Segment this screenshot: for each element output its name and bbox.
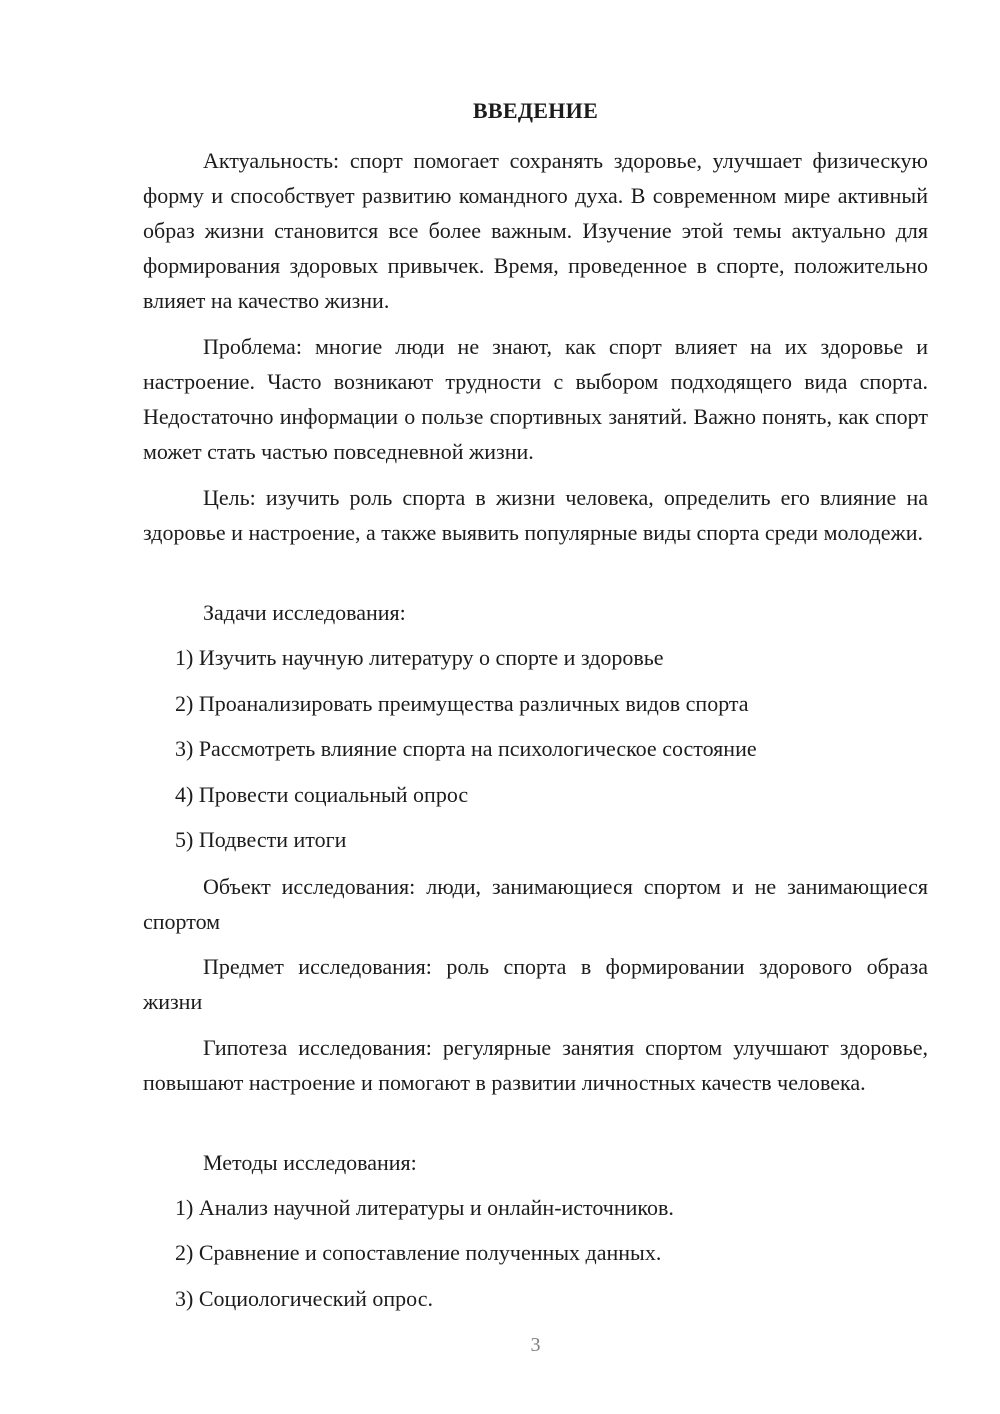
task-item-2: 2) Проанализировать преимущества различных видов спорта [175,691,749,716]
hypothesis-paragraph: Гипотеза исследования: регулярные занятия спортом улучшают здоровье, повышают настроение и помогают в развитии личностных качеств человека. [143,1035,928,1095]
tasks-heading: Задачи исследования: [203,600,406,625]
page-number: 3 [530,1334,541,1356]
task-item-1: 1) Изучить научную литературу о спорте и здоровье [175,645,664,670]
object-paragraph: Объект исследования: люди, занимающиеся спортом и не занимающиеся спортом [143,874,928,934]
task-item-4: 4) Провести социальный опрос [175,782,469,807]
method-item-3: 3) Социологический опрос. [175,1286,433,1311]
relevance-paragraph: Актуальность: спорт помогает сохранять здоровье, улучшает физическую форму и способствует развитию командного духа. В современном мире активный образ жизни становится все более важным. Изучение этой темы актуально для формирования здоровых привычек. Время, проведенное в спорте, положительно влияет на качество жизни. [143,148,928,313]
subject-paragraph: Предмет исследования: роль спорта в формировании здорового образа жизни [143,954,928,1014]
methods-heading: Методы исследования: [203,1150,417,1175]
goal-paragraph: Цель: изучить роль спорта в жизни человека, определить его влияние на здоровье и настроение, а также выявить популярные виды спорта среди молодежи. [143,485,928,545]
section-title: ВВЕДЕНИЕ [472,98,599,123]
problem-paragraph: Проблема: многие люди не знают, как спорт влияет на их здоровье и настроение. Часто возникают трудности с выбором подходящего вида спорта. Недостаточно информации о пользе спортивных занятий. Важно понять, как спорт может стать частью повседневной жизни. [143,334,928,464]
task-item-3: 3) Рассмотреть влияние спорта на психологическое состояние [175,736,757,761]
method-item-2: 2) Сравнение и сопоставление полученных данных. [175,1240,662,1265]
task-item-5: 5) Подвести итоги [175,827,347,852]
method-item-1: 1) Анализ научной литературы и онлайн-источников. [175,1195,674,1220]
